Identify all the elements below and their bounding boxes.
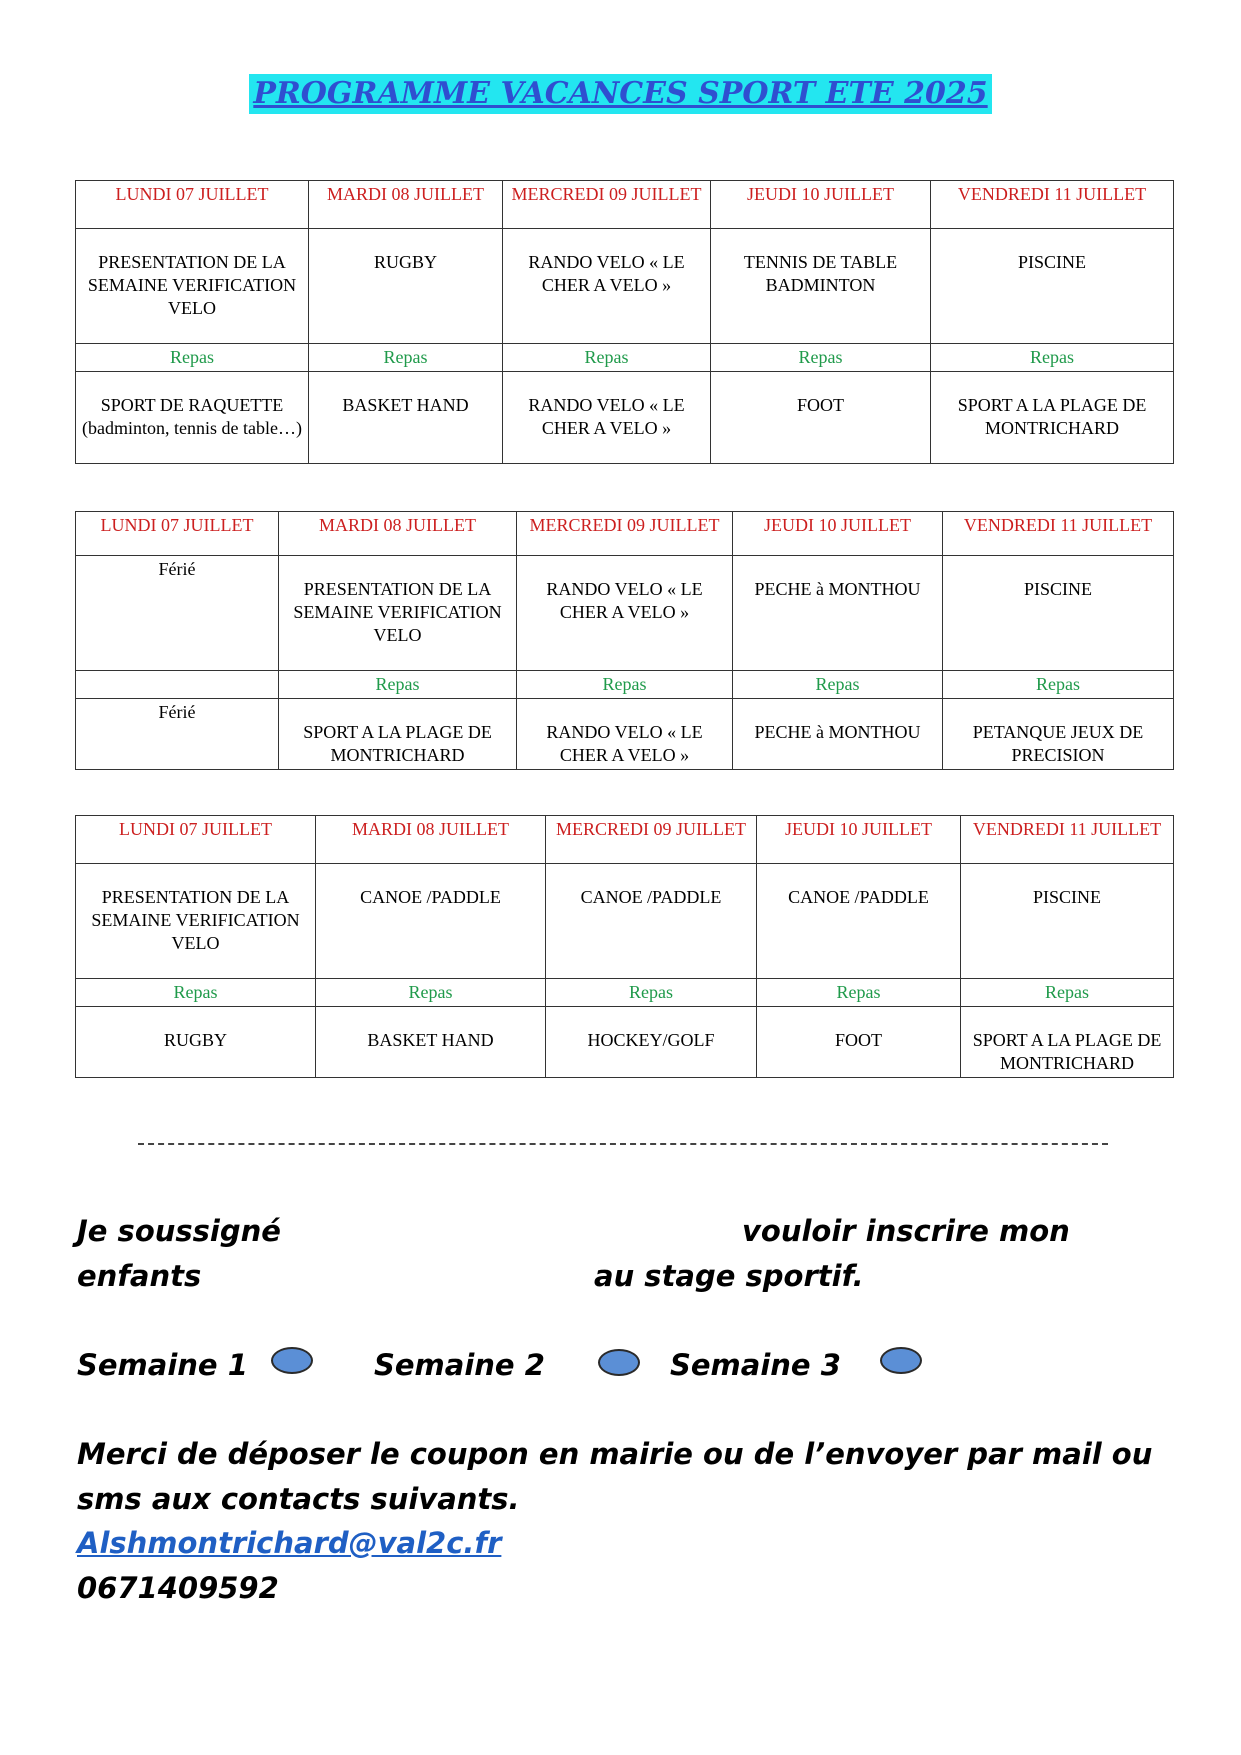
semaine-2-radio[interactable]	[598, 1349, 640, 1376]
activity-cell: CANOE /PADDLE	[757, 864, 961, 979]
day-header: MERCREDI 09 JUILLET	[503, 181, 711, 229]
day-header: VENDREDI 11 JUILLET	[943, 512, 1174, 556]
activity-cell: PISCINE	[961, 864, 1174, 979]
instruction-line-2: sms aux contacts suivants.	[77, 1482, 520, 1516]
ferie-cell: Férié	[76, 699, 279, 770]
week-3-day-row	[76, 816, 1174, 864]
week-3-meal-row	[76, 979, 1174, 1007]
registration-text: vouloir inscrire mon	[742, 1214, 1070, 1248]
week-2-schedule-table	[75, 511, 1174, 770]
meal-cell: Repas	[279, 671, 517, 699]
day-header: LUNDI 07 JUILLET	[76, 816, 316, 864]
week-2-afternoon-row	[76, 699, 1174, 770]
meal-cell: Repas	[757, 979, 961, 1007]
activity-cell: SPORT A LA PLAGE DE MONTRICHARD	[961, 1007, 1174, 1078]
week-3-schedule-table	[75, 815, 1174, 1078]
meal-cell: Repas	[711, 344, 931, 372]
meal-cell: Repas	[76, 979, 316, 1007]
activity-cell: RANDO VELO « LE CHER A VELO »	[517, 699, 733, 770]
page-title: PROGRAMME VACANCES SPORT ETE 2025	[249, 74, 991, 114]
week-1-meal-row	[76, 344, 1174, 372]
week-3-afternoon-row	[76, 1007, 1174, 1078]
activity-cell: TENNIS DE TABLE BADMINTON	[711, 229, 931, 344]
day-header: LUNDI 07 JUILLET	[76, 512, 279, 556]
activity-cell: PECHE à MONTHOU	[733, 556, 943, 671]
email-link[interactable]: Alshmontrichard@val2c.fr	[77, 1526, 502, 1560]
activity-cell: PRESENTATION DE LA SEMAINE VERIFICATION VELO	[279, 556, 517, 671]
day-header: JEUDI 10 JUILLET	[711, 181, 931, 229]
activity-cell: PRESENTATION DE LA SEMAINE VERIFICATION VELO	[76, 229, 309, 344]
activity-cell: BASKET HAND	[316, 1007, 546, 1078]
meal-cell: Repas	[316, 979, 546, 1007]
activity-cell: SPORT A LA PLAGE DE MONTRICHARD	[279, 699, 517, 770]
day-header: MERCREDI 09 JUILLET	[517, 512, 733, 556]
activity-cell: RANDO VELO « LE CHER A VELO »	[517, 556, 733, 671]
stage-text: au stage sportif.	[594, 1259, 864, 1293]
day-header: JEUDI 10 JUILLET	[757, 816, 961, 864]
phone-number: 0671409592	[77, 1571, 279, 1605]
activity-cell: CANOE /PADDLE	[546, 864, 757, 979]
meal-cell: Repas	[733, 671, 943, 699]
semaine-1-radio[interactable]	[271, 1347, 313, 1374]
activity-cell: RANDO VELO « LE CHER A VELO »	[503, 229, 711, 344]
ferie-cell: Férié	[76, 556, 279, 671]
activity-cell: RANDO VELO « LE CHER A VELO »	[503, 372, 711, 464]
semaine-3-radio[interactable]	[880, 1347, 922, 1374]
activity-cell: PISCINE	[931, 229, 1174, 344]
day-header: VENDREDI 11 JUILLET	[961, 816, 1174, 864]
title-wrapper	[0, 74, 1241, 114]
week-1-schedule-table	[75, 180, 1174, 464]
meal-cell: Repas	[76, 344, 309, 372]
activity-cell: RUGBY	[76, 1007, 316, 1078]
activity-cell: CANOE /PADDLE	[316, 864, 546, 979]
day-header: MARDI 08 JUILLET	[316, 816, 546, 864]
day-header: MARDI 08 JUILLET	[309, 181, 503, 229]
activity-cell: FOOT	[711, 372, 931, 464]
semaine-2-label: Semaine 2	[374, 1348, 545, 1382]
week-2-day-row	[76, 512, 1174, 556]
day-header: MERCREDI 09 JUILLET	[546, 816, 757, 864]
week-1-day-row	[76, 181, 1174, 229]
children-label: enfants	[77, 1259, 202, 1293]
activity-cell: SPORT A LA PLAGE DE MONTRICHARD	[931, 372, 1174, 464]
instruction-line-1: Merci de déposer le coupon en mairie ou de l’envoyer par mail ou	[77, 1437, 1153, 1471]
activity-cell: RUGBY	[309, 229, 503, 344]
signature-label: Je soussigné	[77, 1214, 281, 1248]
meal-cell	[76, 671, 279, 699]
week-2-morning-row	[76, 556, 1174, 671]
week-3-morning-row	[76, 864, 1174, 979]
activity-cell: PISCINE	[943, 556, 1174, 671]
week-1-afternoon-row	[76, 372, 1174, 464]
meal-cell: Repas	[517, 671, 733, 699]
activity-cell: PECHE à MONTHOU	[733, 699, 943, 770]
day-header: JEUDI 10 JUILLET	[733, 512, 943, 556]
activity-cell: PETANQUE JEUX DE PRECISION	[943, 699, 1174, 770]
week-2-meal-row	[76, 671, 1174, 699]
coupon-cut-line	[138, 1143, 1108, 1147]
activity-cell: BASKET HAND	[309, 372, 503, 464]
day-header: VENDREDI 11 JUILLET	[931, 181, 1174, 229]
semaine-3-label: Semaine 3	[670, 1348, 841, 1382]
activity-cell: PRESENTATION DE LA SEMAINE VERIFICATION VELO	[76, 864, 316, 979]
meal-cell: Repas	[546, 979, 757, 1007]
activity-cell: HOCKEY/GOLF	[546, 1007, 757, 1078]
week-1-morning-row	[76, 229, 1174, 344]
activity-cell: FOOT	[757, 1007, 961, 1078]
meal-cell: Repas	[931, 344, 1174, 372]
semaine-1-label: Semaine 1	[77, 1348, 248, 1382]
meal-cell: Repas	[943, 671, 1174, 699]
meal-cell: Repas	[961, 979, 1174, 1007]
meal-cell: Repas	[309, 344, 503, 372]
day-header: MARDI 08 JUILLET	[279, 512, 517, 556]
meal-cell: Repas	[503, 344, 711, 372]
day-header: LUNDI 07 JUILLET	[76, 181, 309, 229]
activity-cell: SPORT DE RAQUETTE (badminton, tennis de table…)	[76, 372, 309, 464]
